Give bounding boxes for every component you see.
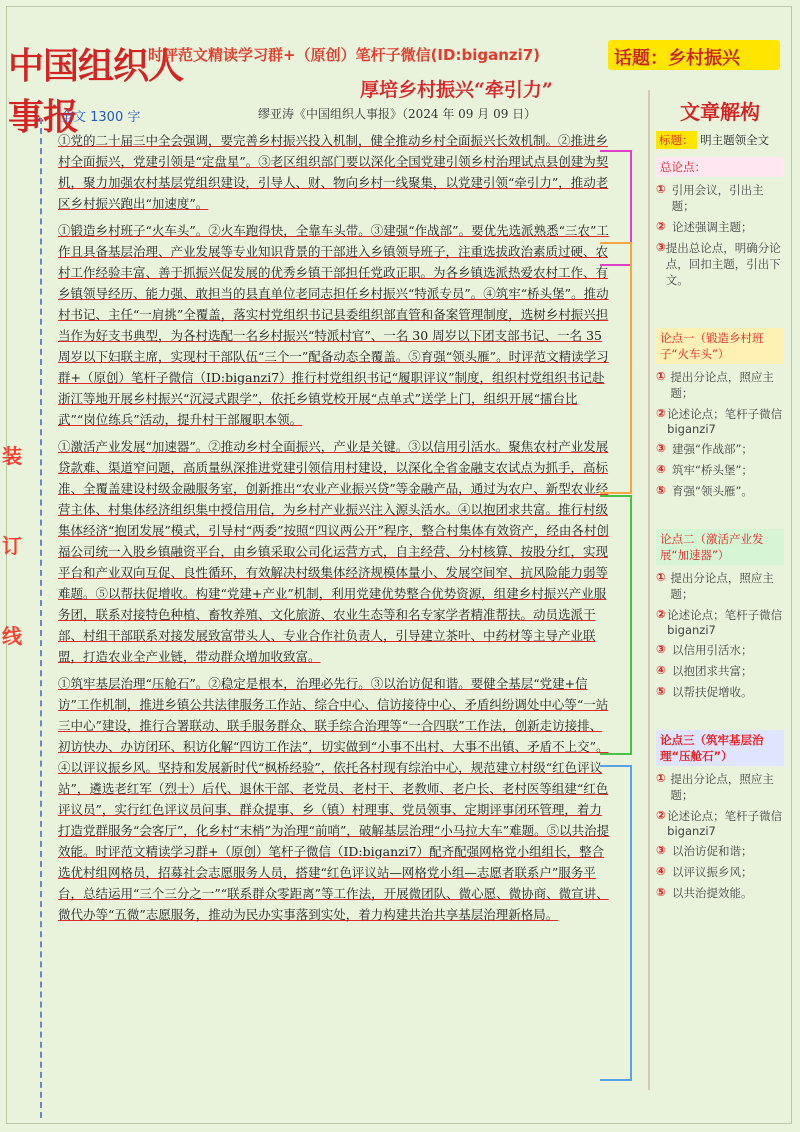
paragraph-1: ①党的二十届三中全会强调，要完善乡村振兴投入机制，健全推动乡村全面振兴长效机制。②推进乡村全面振兴，党建引领是“定盘星”。③老区组织部门要以深化全国党建引领乡村治理试点县创建为契机，聚力加强农村基层党组织建设，引导人、财、物向乡村一线聚集，以党建引领“牵引力”，推动老区乡村振兴跑出“加速度”。	[58, 133, 609, 211]
section-point-1-item-1: 提出分论点，照应主题；	[670, 370, 774, 400]
title-note	[656, 131, 784, 149]
binding-char-3: 线	[2, 624, 22, 648]
brace-point-2	[600, 495, 632, 755]
section-intro: 总论点： ① 引用会议，引出主题； ② 论述强调主题； ③ 提出总论点，明确分论点，回扣主题，引出下文。	[656, 157, 784, 288]
section-intro-item-1: 引用会议，引出主题；	[671, 183, 764, 213]
section-point-2-item-5: 以帮扶促增收。	[672, 685, 753, 699]
binding-char-2: 订	[2, 534, 22, 558]
section-point-2-item-2: 论述论点；笔杆子微信 biganzi7	[667, 608, 783, 637]
topic-badge: 话题：乡村振兴	[608, 40, 780, 70]
section-point-3: 论点三（筑牢基层治理“压舱石”） ① 提出分论点，照应主题； ② 论述论点；笔杆子微信 biganzi7 ③ 以治访促和谐； ④ 以评议振乡风； ⑤ 以共治提效能。	[656, 730, 784, 901]
paragraph-4: ①筑牢基层治理“压舱石”。②稳定是根本，治理必先行。③以治访促和谐。要健全基层“党建+信访”工作机制，推进乡镇公共法律服务工作站、综合中心、信访接待中心、矛盾纠纷调处中心等“一站三中心”建设，推行合署联动、联手服务群众、联手综合治理等“一合四联”工作法，创新走访接排、初访快办、办访闭环、积访化解“四访工作法”，切实做到“小事不出村、大事不出镇、矛盾不上交”。④以评议振乡风。坚持和发展新时代“枫桥经验”，依托各村现有综治中心，规范建立村级“红色评议站”，遴选老红军（烈士）后代、退休干部、老党员、老村干、老教师、老户长、老村医等组建“红色评议员”，实行红色评议员问事、群众提事、乡（镇）村理事、党员领事、定期评事闭环管理，着力打造党群服务“会客厅”，化乡村“末梢”为治理“前哨”，破解基层治理“小马拉大车”难题。⑤以共治提效能。时评范文精读学习群+（原创）笔杆子微信（ID:biganzi7）配齐配强网格党小组组长，整合选优村组网格员，招募社会志愿服务人员，搭建“红色评议站—网格党小组—志愿者联系户”服务平台，总结运用“三个三分之一”“联系群众零距离”等工作法，开展微团队、微心愿、微协商、微宣讲、微代办等“五微”志愿服务，推动为民办实事落到实处，着力构建共治共享基层治理新格局。	[58, 676, 610, 922]
section-point-2-item-3: 以信用引活水；	[672, 643, 753, 657]
title-tag: 标题：	[656, 131, 697, 149]
section-point-2: 论点二（激活产业发展“加速器”） ① 提出分论点，照应主题； ② 论述论点；笔杆子微信 biganzi7 ③ 以信用引活水； ④ 以抱团求共富； ⑤ 以帮扶促增收。	[656, 529, 784, 700]
brace-point-3	[600, 765, 632, 1081]
section-point-1-item-4: 筑牢“桥头堡”；	[672, 463, 753, 477]
section-point-2-item-4: 以抱团求共富；	[672, 664, 753, 678]
brace-point-1	[600, 242, 632, 494]
section-point-2-item-1: 提出分论点，照应主题；	[670, 571, 774, 601]
section-point-1: 论点一（锻造乡村班子“火车头”） ① 提出分论点，照应主题； ② 论述论点；笔杆子微信 biganzi7 ③ 建强“作战部”； ④ 筑牢“桥头堡”； ⑤ 育强“领头雁”。	[656, 328, 784, 499]
section-point-3-item-2: 论述论点；笔杆子微信 biganzi7	[667, 809, 783, 838]
section-point-1-item-3: 建强“作战部”；	[672, 442, 753, 456]
paragraph-3: ①激活产业发展“加速器”。②推动乡村全面振兴，产业是关键。③以信用引活水。聚焦农村产业发展贷款难、渠道窄问题，高质量纵深推进党建引领信用村建设，以深化全省金融支农试点为抓手，高标准、全覆盖建设村级金融服务室，创新推出“农业产业振兴贷”等金融产品，通过为农户、新型农业经营主体、村集体经济组织集中授信用信，为乡村产业振兴注入源头活水。④以抱团求共富。推行村级集体经济“抱团发展”模式，引导村“两委”按照“四议两公开”程序，整合村集体有效资产，经由各村创福公司统一入股乡镇融资平台，由乡镇采取公司化运营方式，自主经营、分村核算、按股分红，实现平台和产业双向互促、良性循环，有效解决村级集体经济规模体量小、发展空间窄、抗风险能力弱等难题。⑤以帮扶促增收。构建“党建+产业”机制，利用党建优势整合优势资源，组建乡村振兴产业服务团，联系对接特色种植、畜牧养殖、文化旅游、农业生态等和名专家学者精准帮扶。动员选派干部、村组干部联系对接发展致富带头人、专业合作社负责人，引导建立茶叶、中药材等主导产业联盟，打造农业全产业链，带动群众增加收致富。	[58, 439, 609, 664]
newspaper-logo: 中国组织人事报	[8, 45, 184, 138]
section-point-1-item-5: 育强“领头雁”。	[672, 484, 753, 498]
binding-label	[2, 440, 42, 700]
article-title: 厚培乡村振兴“牵引力”	[360, 79, 553, 101]
section-intro-item-2: 论述强调主题；	[672, 220, 753, 234]
section-point-1-label: 论点一（锻造乡村班子“火车头”）	[656, 328, 784, 364]
article-body	[58, 130, 613, 1110]
structure-heading: 文章解构	[680, 100, 760, 124]
binding-char-1: 装	[2, 444, 22, 468]
header-line: 时评范文精读学习群+（原创）笔杆子微信(ID:biganzi7)	[148, 46, 541, 64]
section-point-2-label: 论点二（激活产业发展“加速器”）	[656, 529, 784, 565]
section-intro-item-3: 提出总论点，明确分论点，回扣主题，引出下文。	[665, 241, 781, 287]
section-point-3-item-3: 以治访促和谐；	[672, 844, 753, 858]
section-point-3-label: 论点三（筑牢基层治理“压舱石”）	[656, 730, 784, 766]
section-point-3-item-5: 以共治提效能。	[672, 886, 753, 900]
title-note-text: 明主题领全文	[700, 133, 770, 147]
section-point-1-item-2: 论述论点；笔杆子微信 biganzi7	[667, 407, 783, 436]
word-count: 全文 1300 字	[60, 110, 141, 125]
byline: 缪亚涛《中国组织人事报》（2024 年 09 月 09 日）	[258, 107, 537, 121]
section-intro-label: 总论点：	[656, 157, 784, 177]
paragraph-2: ①锻造乡村班子“火车头”。②火车跑得快，全靠车头带。③建强“作战部”。要优先选派熟悉“三农”工作且具备基层治理、产业发展等专业知识背景的干部进入乡镇领导班子，注重选拔政治素质过硬、农村工作经验丰富、善于抓振兴促发展的优秀乡镇干部担任党政正职。为各乡镇选派热爱农村工作、有乡镇领导经历、能力强、敢担当的县直单位老同志担任乡村振兴“特派专员”。④筑牢“桥头堡”。推动村书记、主任“一肩挑”全覆盖，落实村党组织书记县委组织部直管和备案管理制度，选树乡村振兴担当作为好支书典型，为各村选配一名乡村振兴“特派村官”、一名 30 周岁以下团支部书记、一名 35 周岁以下妇联主席，实现村干部队伍“三个一”配备动态全覆盖。⑤育强“领头雁”。时评范文精读学习群+（原创）笔杆子微信（ID:biganzi7）推行村党组织书记“履职评议”制度，组织村党组织书记赴浙江等地开展乡村振兴“沉浸式跟学”，依托乡镇党校开展“点单式”送学上门，组织开展“擂台比武”“岗位练兵”活动，提升村干部履职本领。	[58, 223, 609, 427]
section-point-3-item-4: 以评议振乡风；	[672, 865, 753, 879]
section-point-3-item-1: 提出分论点，照应主题；	[670, 772, 774, 802]
structure-panel	[648, 90, 784, 1090]
